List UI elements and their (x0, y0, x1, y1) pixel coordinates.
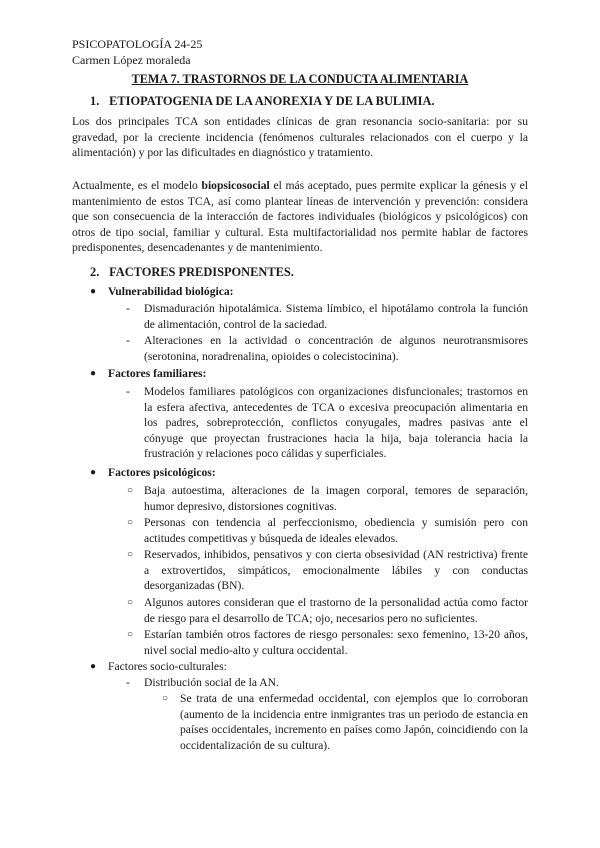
circle-bullet-icon: ○ (127, 485, 134, 496)
list-item (126, 301, 528, 332)
list-heading: Vulnerabilidad biológica: (108, 285, 234, 298)
dash-icon: - (126, 302, 130, 315)
list-item-text: Algunos autores consideran que el trastorno de la personalidad actúa como factor de riesgo para el desarrollo de TCA; ojo, necesarios pero no suficientes. (144, 596, 528, 625)
section-1-heading (90, 94, 435, 110)
dash-icon: - (126, 334, 130, 347)
circle-bullet-icon: ○ (127, 517, 134, 528)
list-item-text: Modelos familiares patológicos con organizaciones disfuncionales; trastornos en la esfera afectiva, antecedentes de TCA o excesiva preocupación alimentaria en los padres, sobreprotección, conflictos conyugales, madres pasivas ante el cónyuge que proyectan frustraciones hacia la hija, baja tolerancia hacia la frustración y relaciones poco cálidas y superficiales. (144, 385, 528, 460)
list-item-text: Personas con tendencia al perfeccionismo, obediencia y sumisión pero con actitudes competitivas y búsqueda de ideales elevados. (144, 516, 528, 545)
dash-icon: - (126, 676, 130, 689)
list-item (162, 691, 528, 753)
list-item-text: Baja autoestima, alteraciones de la imagen corporal, temores de separación, humor depresivo, distorsiones cognitivas. (144, 484, 528, 513)
dash-icon: - (126, 385, 130, 398)
biological-factors-heading (90, 284, 528, 300)
list-item (127, 515, 528, 546)
circle-bullet-icon: ○ (127, 597, 134, 608)
paragraph-text (72, 178, 528, 256)
section-2-heading (90, 265, 294, 281)
list-item (127, 547, 528, 594)
circle-bullet-icon: ○ (162, 693, 169, 704)
paragraph-text-post: el más aceptado, pues permite explicar la génesis y el mantenimiento de estos TCA, así como plantear líneas de intervención y prevención: considera que son consecuencia de la interacción de factores individuales (biológicos y psicológicos) con otros de tipo social, familiar y cultural. Esta multifactorialidad nos permite hablar de factores predisponentes, desencadenantes y de mantenimiento. (72, 179, 528, 254)
author-header: Carmen López moraleda (72, 53, 191, 67)
bullet-icon: ● (90, 368, 97, 379)
list-item (127, 627, 528, 658)
paragraph-text: Los dos principales TCA son entidades clínicas de gran resonancia socio-sanitaria: por su gravedad, por la creciente incidencia (fenómenos culturales relacionados con el cuerpo y la alimentación) y por las dificultades en diagnóstico y tratamiento. (72, 115, 528, 159)
list-item-text: Alteraciones en la actividad o concentración de algunos neurotransmisores (serotonina, noradrenalina, opioides o colecistocinina). (144, 334, 528, 363)
list-item-text: Distribución social de la AN. (144, 676, 279, 689)
family-factors-heading (90, 366, 528, 382)
bullet-icon: ● (90, 661, 97, 672)
list-heading: Factores socio-culturales: (108, 660, 227, 673)
sociocultural-factors-heading (90, 659, 528, 675)
list-item-text: Se trata de una enfermedad occidental, con ejemplos que lo corroboran (aumento de la incidencia entre inmigrantes tras un periodo de estancia en países occidentales, incremento en países como Japón, coincidiendo con la occidentalización de su cultura). (180, 692, 528, 752)
section-1-title: ETIOPATOGENIA DE LA ANOREXIA Y DE LA BULIMIA. (109, 94, 435, 108)
circle-bullet-icon: ○ (127, 629, 134, 640)
page-title: TEMA 7. TRASTORNOS DE LA CONDUCTA ALIMENTARIA (131, 72, 469, 86)
psychological-factors-heading (90, 465, 528, 481)
bullet-icon: ● (90, 467, 97, 478)
section-2-title: FACTORES PREDISPONENTES. (109, 265, 294, 279)
paragraph-bold-term: biopsicosocial (201, 179, 270, 192)
list-item (126, 333, 528, 364)
bullet-icon: ● (90, 286, 97, 297)
list-item-text: Reservados, inhibidos, pensativos y con cierta obsesividad (AN restrictiva) frente a extrovertidos, simpáticos, emocionalmente lábiles y con conductas desorganizadas (BN). (144, 548, 528, 592)
section-1-paragraph-1 (72, 114, 528, 161)
list-heading: Factores familiares: (108, 367, 207, 380)
section-1-paragraph-2 (72, 178, 528, 256)
course-header: PSICOPATOLOGÍA 24-25 (72, 37, 203, 51)
circle-bullet-icon: ○ (127, 549, 134, 560)
section-2-number: 2. (90, 265, 100, 279)
list-item (127, 483, 528, 514)
list-item-text: Estarían también otros factores de riesgo personales: sexo femenino, 13-20 años, nivel social medio-alto y cultura occidental. (144, 628, 528, 657)
list-heading: Factores psicológicos: (108, 466, 216, 479)
list-item (126, 675, 528, 691)
list-item (126, 384, 528, 462)
list-item-text: Dismaduración hipotalámica. Sistema límbico, el hipotálamo controla la función de alimentación, control de la saciedad. (144, 302, 528, 331)
paragraph-text-pre: Actualmente, es el modelo (72, 179, 202, 192)
section-1-number: 1. (90, 94, 100, 108)
list-item (127, 595, 528, 626)
